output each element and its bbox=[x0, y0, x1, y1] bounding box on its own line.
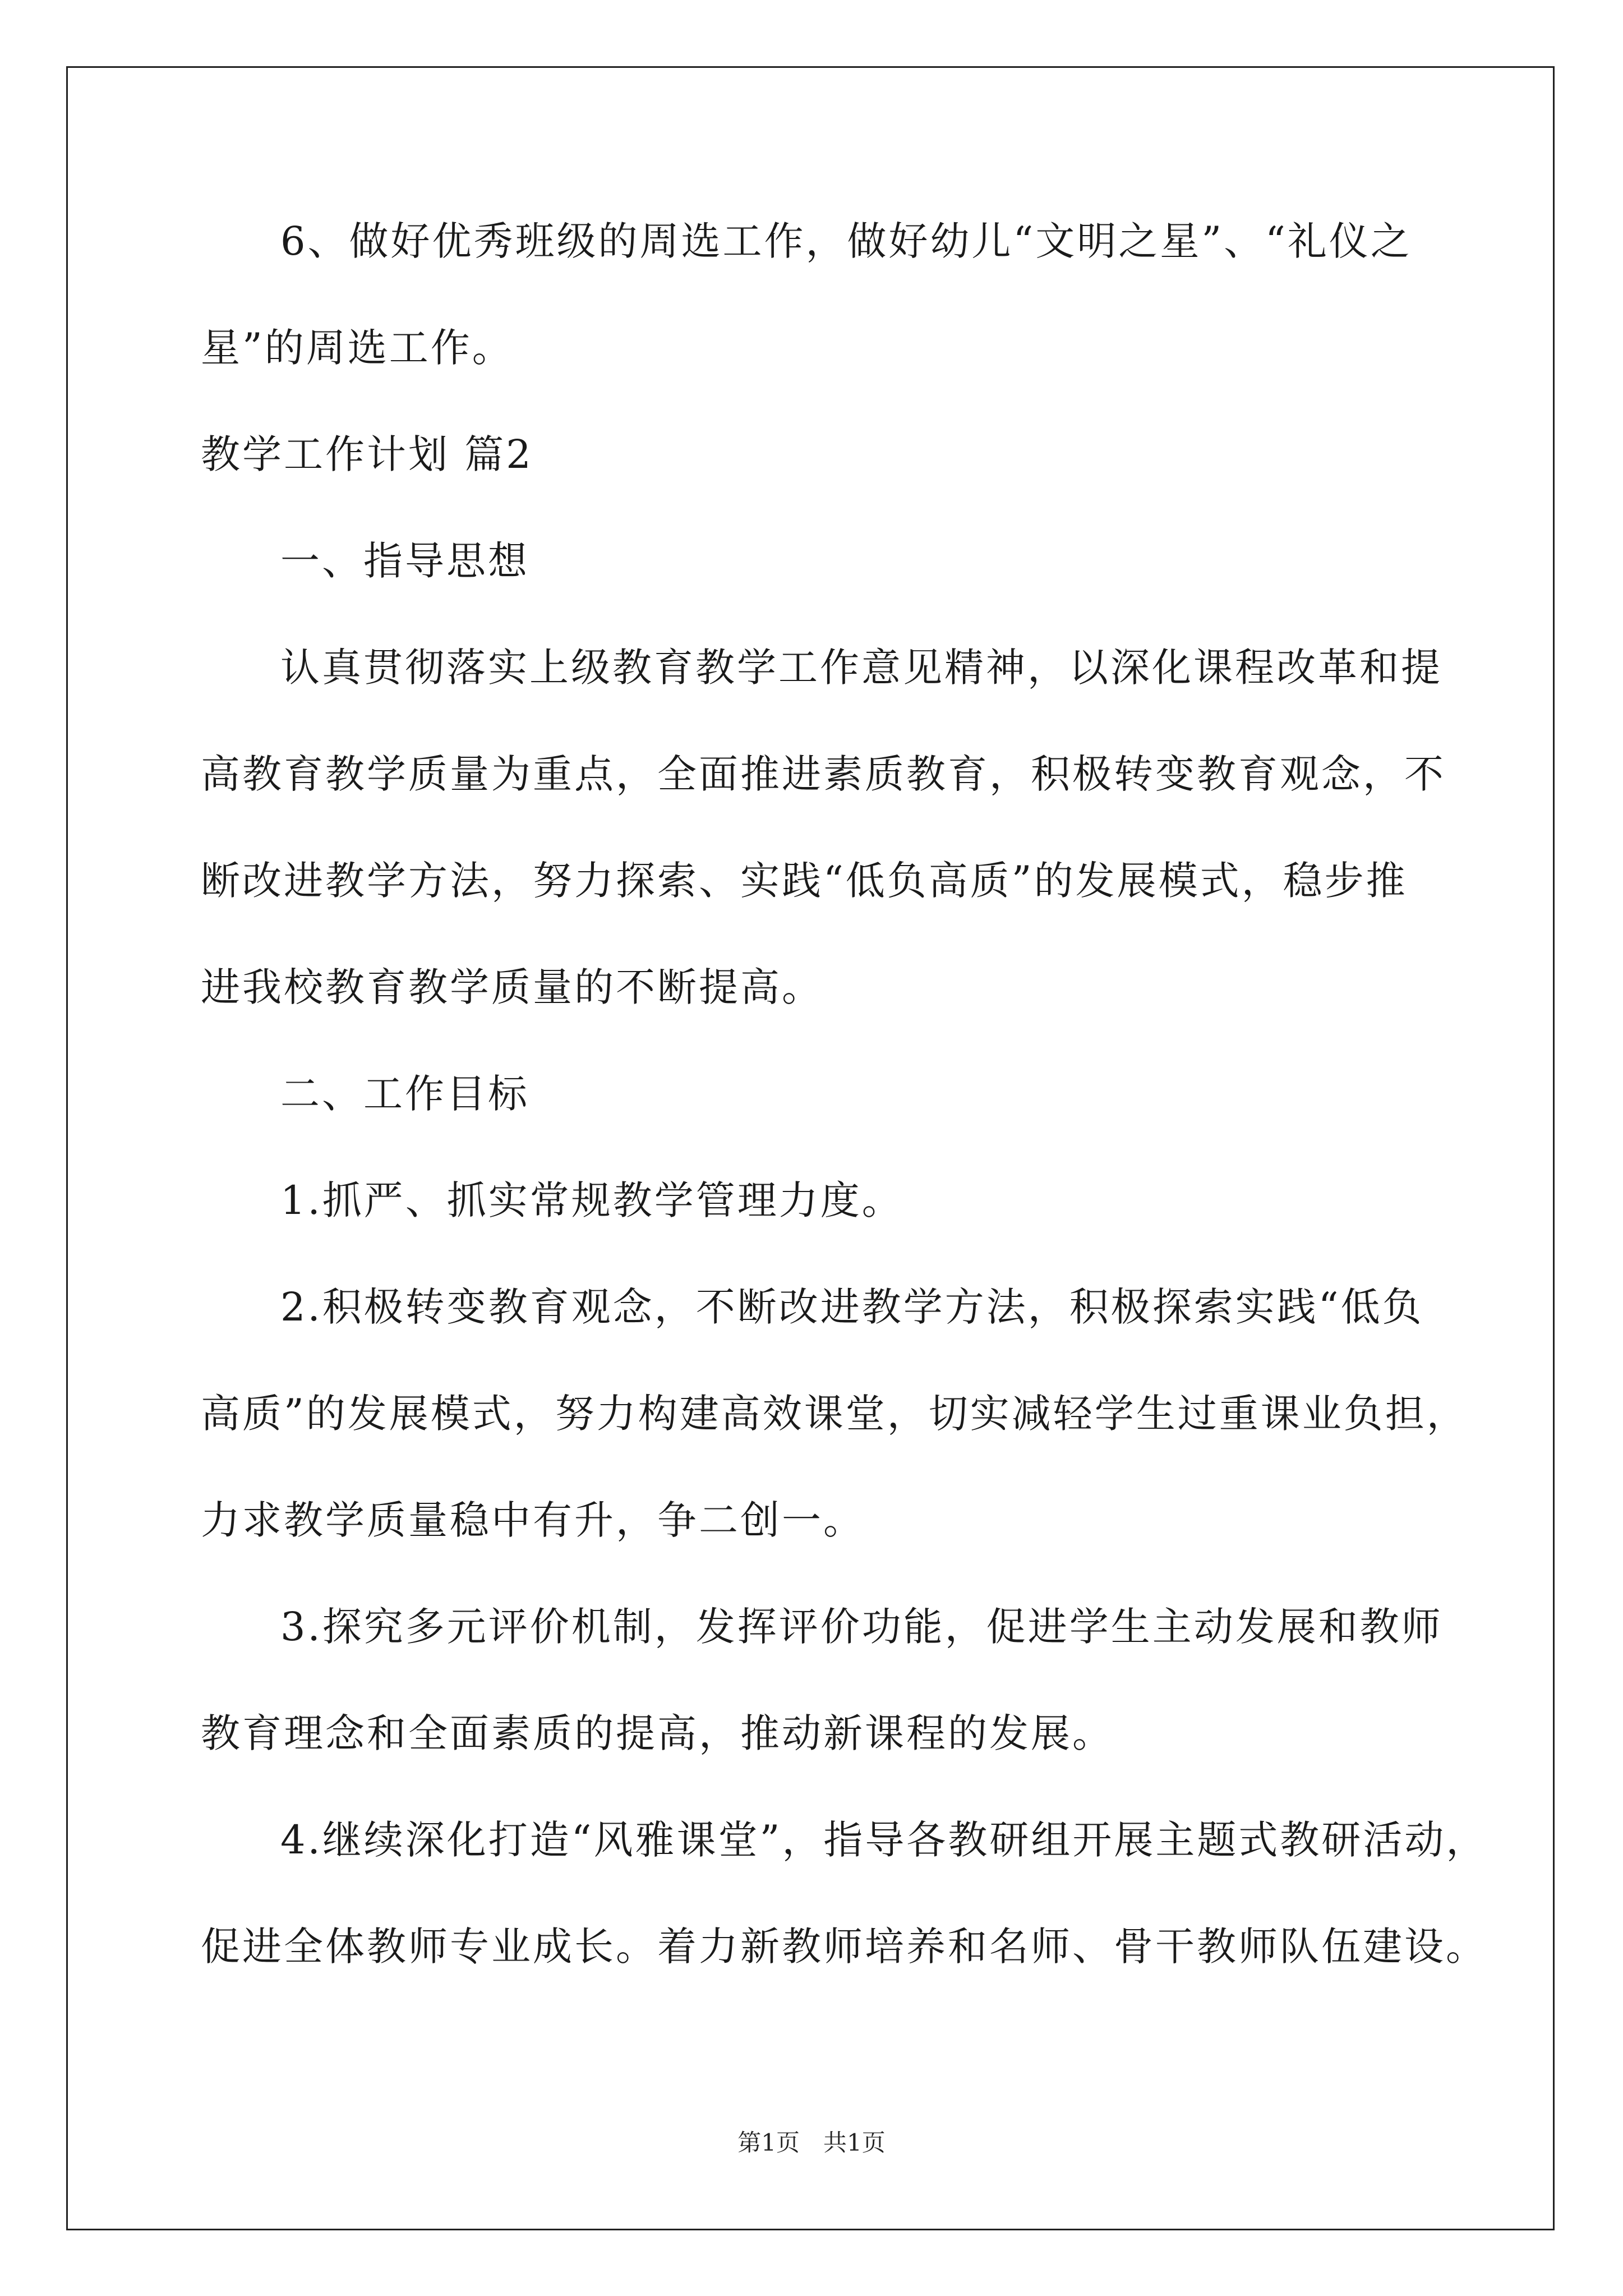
list-item: 2.积极转变教育观念，不断改进教学方法，积极探索实践“低负 bbox=[280, 1284, 1424, 1330]
section-title: 教学工作计划 篇2 bbox=[201, 431, 533, 477]
page-footer: 第1页 共1页 bbox=[737, 2129, 886, 2156]
list-item: 1.抓严、抓实常规教学管理力度。 bbox=[280, 1177, 903, 1223]
paragraph-line: 促进全体教师专业成长。着力新教师培养和名师、骨干教师队伍建设。 bbox=[201, 1924, 1487, 1970]
paragraph-line: 进我校教育教学质量的不断提高。 bbox=[201, 964, 823, 1010]
page-border bbox=[66, 66, 1555, 2230]
section-heading: 二、工作目标 bbox=[280, 1071, 529, 1117]
list-item: 3.探究多元评价机制，发挥评价功能，促进学生主动发展和教师 bbox=[280, 1604, 1443, 1650]
paragraph-line: 高质”的发展模式，努力构建高效课堂，切实减轻学生过重课业负担， bbox=[201, 1391, 1468, 1437]
paragraph-line: 星”的周选工作。 bbox=[201, 325, 514, 371]
list-item: 4.继续深化打造“风雅课堂”，指导各教研组开展主题式教研活动， bbox=[280, 1817, 1488, 1863]
paragraph-line: 教育理念和全面素质的提高，推动新课程的发展。 bbox=[201, 1710, 1114, 1756]
paragraph-line: 认真贯彻落实上级教育教学工作意见精神，以深化课程改革和提 bbox=[280, 645, 1442, 691]
section-heading: 一、指导思想 bbox=[280, 538, 529, 584]
paragraph-line: 高教育教学质量为重点，全面推进素质教育，积极转变教育观念，不 bbox=[201, 751, 1446, 797]
paragraph-line: 断改进教学方法，努力探索、实践“低负高质”的发展模式，稳步推 bbox=[201, 858, 1408, 904]
paragraph-line: 力求教学质量稳中有升，争二创一。 bbox=[201, 1497, 865, 1543]
paragraph-line: 6、做好优秀班级的周选工作，做好幼儿“文明之星”、“礼仪之 bbox=[280, 218, 1412, 264]
